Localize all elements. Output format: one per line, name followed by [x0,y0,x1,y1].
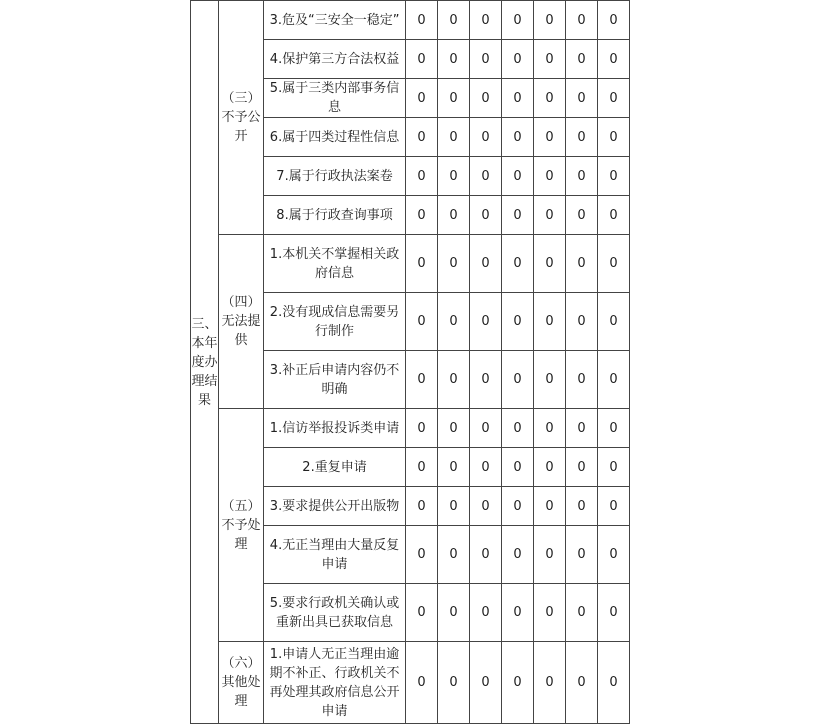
value-cell: 0 [534,448,566,487]
group-sub: 不予公开 [221,110,261,144]
value-cell: 0 [406,642,438,724]
value-cell: 0 [598,584,630,642]
value-cell: 0 [502,235,534,293]
group-name: （六） [221,656,261,671]
value-cell: 0 [534,40,566,79]
value-cell: 0 [406,157,438,196]
item-label: 6.属于四类过程性信息 [264,118,406,157]
value-cell: 0 [470,526,502,584]
value-cell: 0 [534,584,566,642]
value-cell: 0 [502,1,534,40]
table-row [191,409,630,448]
value-cell: 0 [406,526,438,584]
value-cell: 0 [470,1,502,40]
value-cell: 0 [534,79,566,118]
value-cell: 0 [438,526,470,584]
value-cell: 0 [470,40,502,79]
item-label: 3.补正后申请内容仍不明确 [264,351,406,409]
value-cell: 0 [406,118,438,157]
value-cell: 0 [438,448,470,487]
value-cell: 0 [438,235,470,293]
value-cell: 0 [406,409,438,448]
value-cell: 0 [534,642,566,724]
value-cell: 0 [598,487,630,526]
results-table [190,0,630,724]
value-cell: 0 [470,448,502,487]
value-cell: 0 [598,448,630,487]
group-name: （三） [221,91,261,106]
value-cell: 0 [566,157,598,196]
value-cell: 0 [406,40,438,79]
value-cell: 0 [438,487,470,526]
value-cell: 0 [438,40,470,79]
value-cell: 0 [470,196,502,235]
value-cell: 0 [406,351,438,409]
item-label: 2.没有现成信息需要另行制作 [264,293,406,351]
table-row [191,1,630,40]
value-cell: 0 [598,642,630,724]
value-cell: 0 [438,584,470,642]
group-sub: 无法提供 [221,314,261,348]
value-cell: 0 [438,351,470,409]
table-row [191,642,630,724]
item-label: 3.要求提供公开出版物 [264,487,406,526]
item-label: 7.属于行政执法案卷 [264,157,406,196]
value-cell: 0 [438,409,470,448]
item-label: 2.重复申请 [264,448,406,487]
value-cell: 0 [438,1,470,40]
table-row [191,235,630,293]
value-cell: 0 [438,157,470,196]
value-cell: 0 [566,40,598,79]
value-cell: 0 [566,79,598,118]
value-cell: 0 [566,642,598,724]
value-cell: 0 [438,293,470,351]
item-label: 3.危及“三安全一稳定” [264,1,406,40]
value-cell: 0 [470,409,502,448]
value-cell: 0 [566,118,598,157]
value-cell: 0 [598,351,630,409]
value-cell: 0 [534,1,566,40]
group-cell [219,409,264,642]
value-cell: 0 [598,118,630,157]
value-cell: 0 [534,235,566,293]
value-cell: 0 [534,526,566,584]
section-title: 三、本年度办理结果 [191,316,218,408]
value-cell: 0 [438,118,470,157]
value-cell: 0 [470,487,502,526]
value-cell: 0 [534,487,566,526]
value-cell: 0 [502,157,534,196]
value-cell: 0 [470,584,502,642]
value-cell: 0 [502,293,534,351]
value-cell: 0 [470,351,502,409]
value-cell: 0 [598,40,630,79]
value-cell: 0 [534,196,566,235]
value-cell: 0 [470,293,502,351]
value-cell: 0 [502,642,534,724]
value-cell: 0 [438,79,470,118]
value-cell: 0 [566,448,598,487]
value-cell: 0 [598,293,630,351]
value-cell: 0 [598,409,630,448]
value-cell: 0 [406,1,438,40]
value-cell: 0 [566,526,598,584]
value-cell: 0 [502,487,534,526]
group-cell [219,642,264,724]
value-cell: 0 [598,79,630,118]
value-cell: 0 [566,235,598,293]
value-cell: 0 [406,235,438,293]
value-cell: 0 [566,409,598,448]
value-cell: 0 [598,157,630,196]
group-cell [219,235,264,409]
value-cell: 0 [406,584,438,642]
value-cell: 0 [598,196,630,235]
value-cell: 0 [470,235,502,293]
item-label: 1.本机关不掌握相关政府信息 [264,235,406,293]
item-label: 4.无正当理由大量反复申请 [264,526,406,584]
value-cell: 0 [438,642,470,724]
value-cell: 0 [566,351,598,409]
value-cell: 0 [534,293,566,351]
value-cell: 0 [470,642,502,724]
item-label: 5.属于三类内部事务信息 [264,79,406,118]
value-cell: 0 [502,118,534,157]
value-cell: 0 [406,79,438,118]
value-cell: 0 [470,79,502,118]
value-cell: 0 [534,409,566,448]
value-cell: 0 [470,118,502,157]
value-cell: 0 [438,196,470,235]
value-cell: 0 [406,293,438,351]
value-cell: 0 [566,584,598,642]
value-cell: 0 [502,409,534,448]
value-cell: 0 [502,526,534,584]
value-cell: 0 [566,293,598,351]
value-cell: 0 [566,487,598,526]
group-sub: 不予处理 [221,517,261,552]
item-label: 1.信访举报投诉类申请 [264,409,406,448]
value-cell: 0 [566,196,598,235]
value-cell: 0 [502,448,534,487]
value-cell: 0 [406,487,438,526]
value-cell: 0 [502,196,534,235]
value-cell: 0 [502,351,534,409]
value-cell: 0 [566,1,598,40]
value-cell: 0 [406,196,438,235]
value-cell: 0 [406,448,438,487]
value-cell: 0 [470,157,502,196]
value-cell: 0 [598,235,630,293]
value-cell: 0 [502,79,534,118]
value-cell: 0 [534,351,566,409]
group-cell [219,1,264,235]
item-label: 5.要求行政机关确认或重新出具已获取信息 [264,584,406,642]
group-name: （五） [221,498,261,514]
group-name: （四） [221,295,261,310]
item-label: 8.属于行政查询事项 [264,196,406,235]
value-cell: 0 [534,157,566,196]
item-label: 1.申请人无正当理由逾期不补正、行政机关不再处理其政府信息公开申请 [264,642,406,724]
item-label: 4.保护第三方合法权益 [264,40,406,79]
value-cell: 0 [502,40,534,79]
value-cell: 0 [598,1,630,40]
value-cell: 0 [502,584,534,642]
value-cell: 0 [534,118,566,157]
section-title-cell [191,1,219,724]
value-cell: 0 [598,526,630,584]
group-sub: 其他处理 [221,675,261,709]
